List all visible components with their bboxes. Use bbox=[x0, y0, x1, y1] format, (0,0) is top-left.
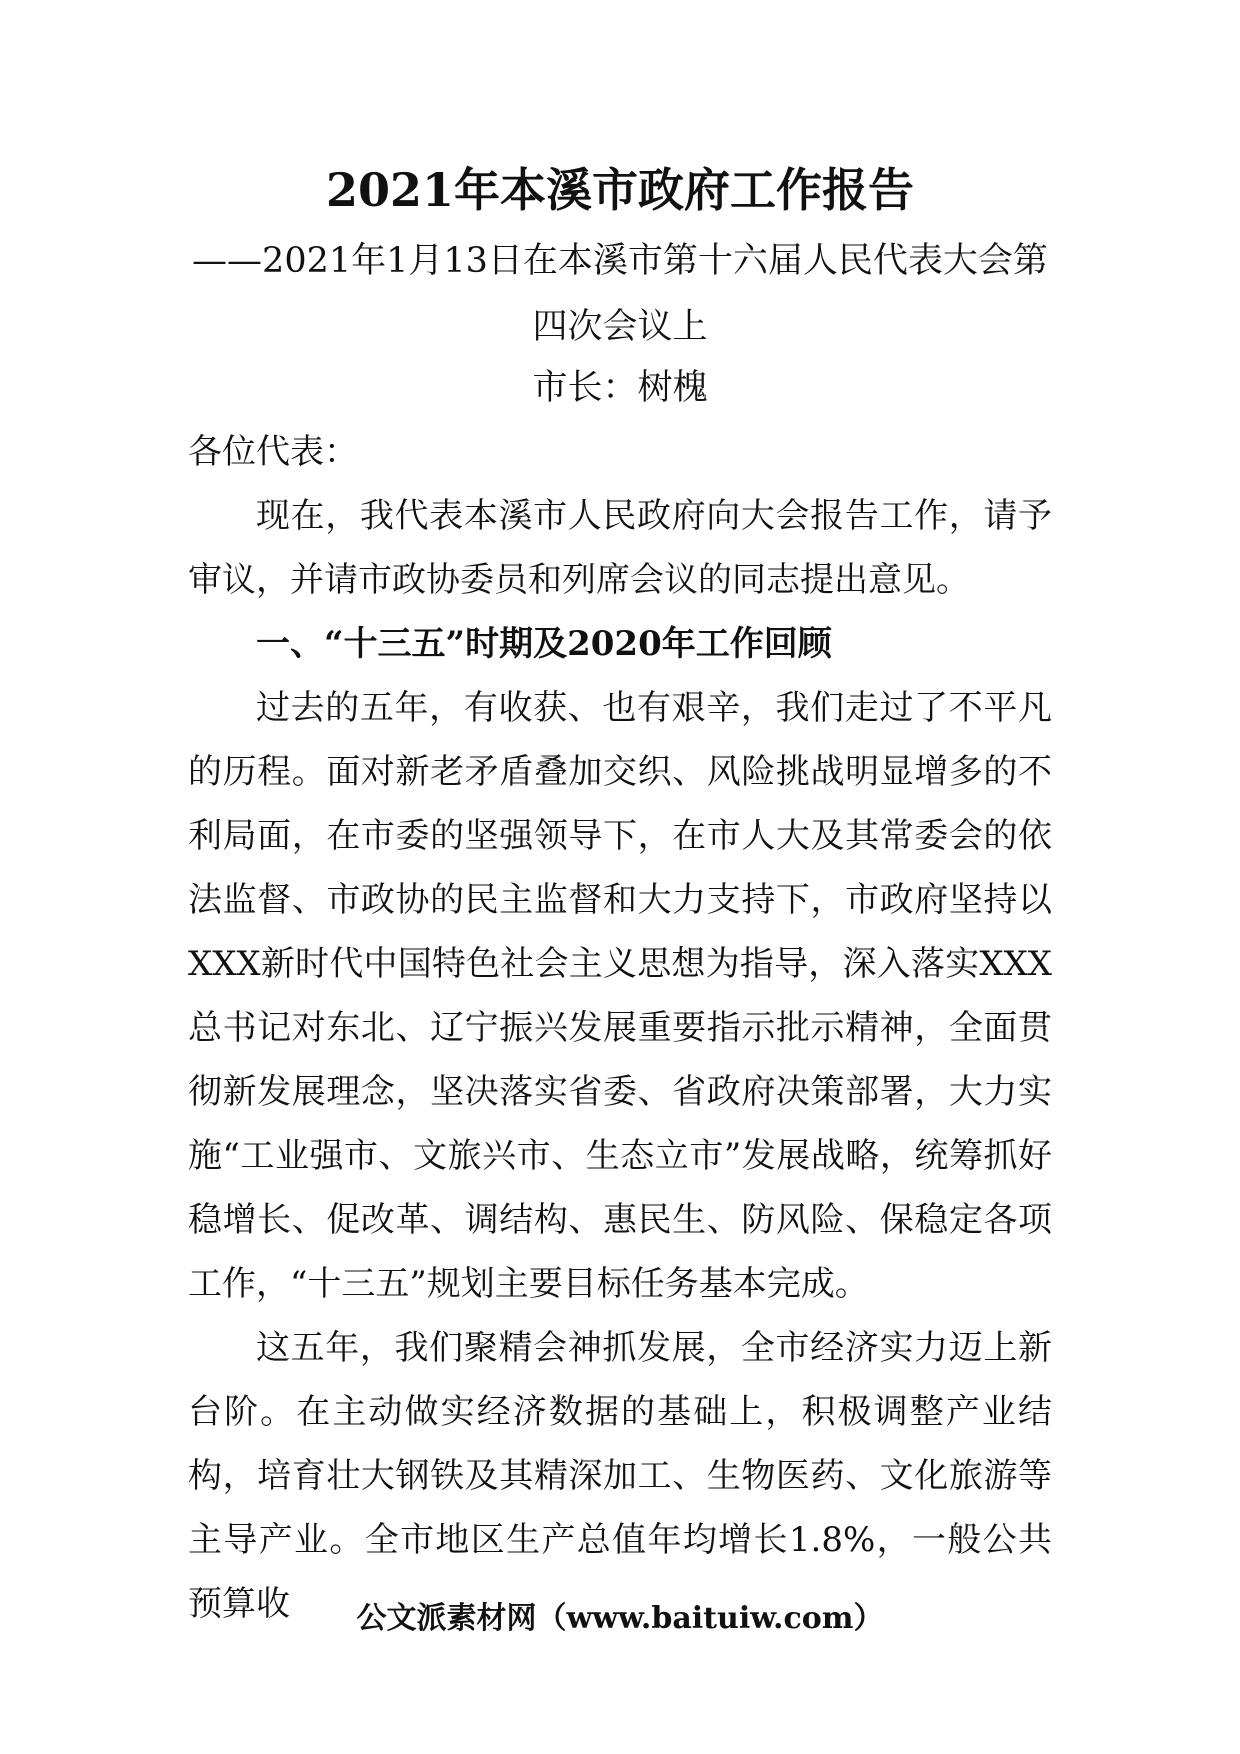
paragraph-intro: 现在，我代表本溪市人民政府向大会报告工作，请予审议，并请市政协委员和列席会议的同志提出意见。 bbox=[188, 496, 1052, 600]
document-author: 市长：树槐 bbox=[532, 368, 708, 408]
paragraph-review: 过去的五年，有收获、也有艰辛，我们走过了不平凡的历程。面对新老矛盾叠加交织、风险挑战明显增多的不利局面，在市委的坚强领导下，在市人大及其常委会的依法监督、市政协的民主监督和大力支持下，市政府坚持以XXX新时代中国特色社会主义思想为指导，深入落实XXX总书记对东北、辽宁振兴发展重要指示批示精神，全面贯彻新发展理念，坚决落实省委、省政府决策部署，大力实施“工业强市、文旅兴市、生态立市”发展战略，统筹抓好稳增长、促改革、调结构、惠民生、防风险、保稳定各项工作，“十三五”规划主要目标任务基本完成。 bbox=[188, 688, 1052, 1304]
document-body bbox=[188, 420, 1052, 1636]
section-heading: 一、“十三五”时期及2020年工作回顾 bbox=[256, 624, 832, 664]
document-subtitle: ——2021年1月13日在本溪市第十六届人民代表大会第四次会议上 bbox=[192, 241, 1048, 347]
paragraph-economy: 这五年，我们聚精会神抓发展，全市经济实力迈上新台阶。在主动做实经济数据的基础上，积极调整产业结构，培育壮大钢铁及其精深加工、生物医药、文化旅游等主导产业。全市地区生产总值年均增长1.8%，一般公共预算收 bbox=[188, 1328, 1052, 1624]
footer-watermark: 公文派素材网（www.baituiw.com） bbox=[356, 1601, 884, 1636]
salutation: 各位代表： bbox=[188, 432, 358, 472]
document-title: 2021年本溪市政府工作报告 bbox=[325, 163, 915, 217]
